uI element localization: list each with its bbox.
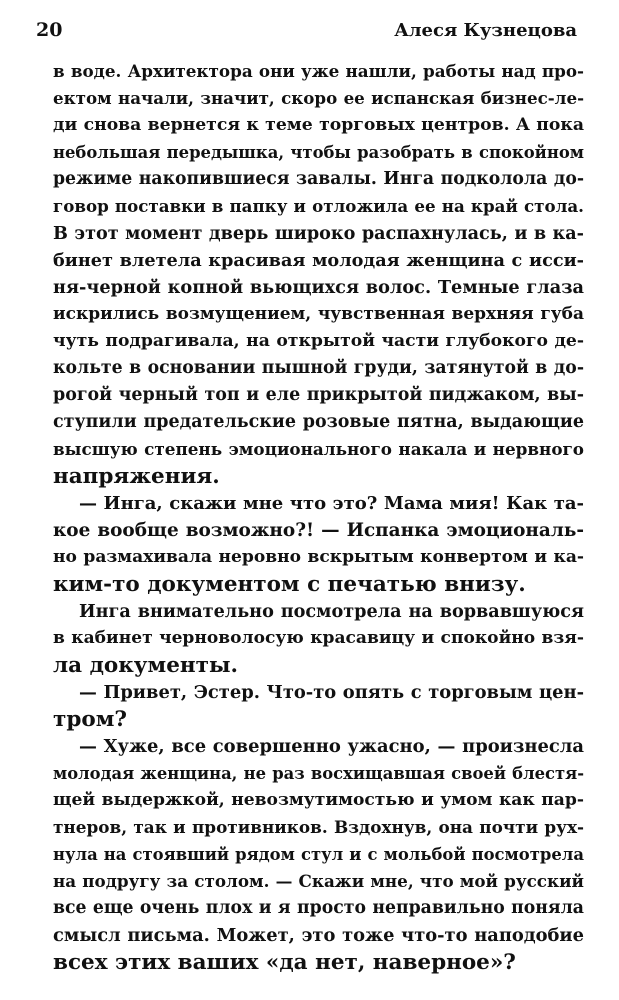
text-line: тром?	[53, 707, 127, 732]
text-line: ня-черной копной вьющихся волос. Темные глаза	[53, 277, 584, 298]
text-line: высшую степень эмоционального накала и нервного	[53, 439, 584, 459]
text-line: кое вообще возможно?! — Испанка эмоциональ-	[53, 520, 584, 541]
text-line: всех этих ваших «да нет, наверное»?	[53, 950, 516, 975]
running-head-author: Алеся Кузнецова	[394, 19, 577, 41]
text-line: на подругу за столом. — Скажи мне, что мой русский	[53, 871, 584, 891]
text-line: нула на стоявший рядом стул и с мольбой посмотрела	[53, 845, 584, 864]
text-line: все еще очень плох и я просто неправильно поняла	[53, 898, 584, 918]
text-line: ступили предательские розовые пятна, выдающие	[53, 412, 584, 432]
text-line: в кабинет черноволосую красавицу и спокойно взя-	[53, 628, 584, 648]
text-line: В этот момент дверь широко распахнулась, и в ка-	[53, 223, 584, 244]
text-line: — Инга, скажи мне что это? Мама мия! Как та-	[79, 493, 584, 514]
text-line: ди снова вернется к теме торговых центров. А пока	[53, 115, 584, 135]
text-line: смысл письма. Может, это тоже что-то наподобие	[53, 925, 584, 946]
text-line: тнеров, так и противников. Вздохнув, она почти рух-	[53, 817, 584, 837]
text-line: — Привет, Эстер. Что-то опять с торговым цен-	[79, 682, 584, 703]
text-line: бинет влетела красивая молодая женщина с исси-	[53, 250, 584, 271]
page-header	[36, 16, 577, 44]
text-line: небольшая передышка, чтобы разобрать в спокойном	[53, 143, 584, 162]
body-text	[53, 58, 584, 976]
text-line: режиме накопившиеся завалы. Инга подколола до-	[53, 169, 584, 189]
text-line: — Хуже, все совершенно ужасно, — произнесла	[79, 736, 584, 757]
text-line: чуть подрагивала, на открытой части глубокого де-	[53, 331, 584, 351]
text-line: в воде. Архитектора они уже нашли, работы над про-	[53, 61, 584, 81]
text-line: ла документы.	[53, 653, 238, 678]
text-line: Инга внимательно посмотрела на ворвавшуюся	[79, 601, 584, 622]
page-number: 20	[36, 19, 63, 41]
text-line: говор поставки в папку и отложила ее на край стола.	[53, 196, 584, 216]
text-line: молодая женщина, не раз восхищавшая своей блестя-	[53, 764, 584, 783]
text-line: искрились возмущением, чувственная верхняя губа	[53, 304, 584, 324]
text-line: ектом начали, значит, скоро ее испанская бизнес-ле-	[53, 88, 584, 108]
text-line: но размахивала неровно вскрытым конвертом и ка-	[53, 547, 584, 567]
text-line: щей выдержкой, невозмутимостью и умом как пар-	[53, 790, 584, 810]
text-line: напряжения.	[53, 464, 220, 489]
text-line: рогой черный топ и еле прикрытой пиджаком, вы-	[53, 385, 584, 405]
text-line: ким-то документом с печатью внизу.	[53, 572, 526, 597]
text-line: кольте в основании пышной груди, затянутой в до-	[53, 358, 584, 378]
